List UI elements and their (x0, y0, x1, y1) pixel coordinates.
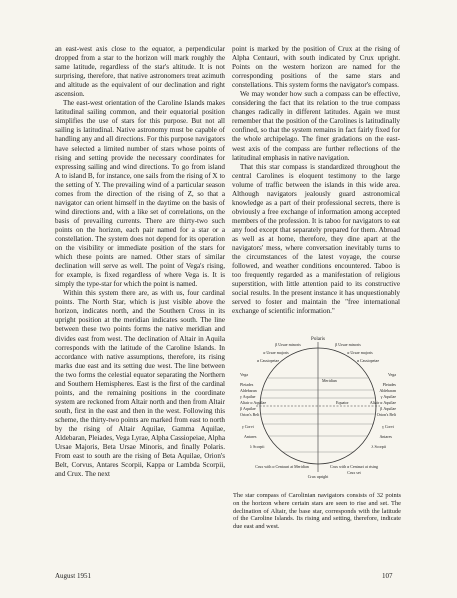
star-label: β Aquilae (240, 406, 256, 411)
star-label: Pleiades (240, 382, 254, 387)
star-label: γ Corvi (242, 424, 254, 429)
star-label: Aldebaran (240, 388, 257, 393)
footer-date: August 1951 (55, 572, 91, 580)
paragraph: We may wonder how such a compass can be effective, considering the fact that its relation to the true compass changes radically in different latitudes. Again we must remember that the position of the Carolines is latitudinally confined, so that the system remains in fact fairly fixed for the whole archipelago. The finer gradations on the east-west axis of the compass are further reflections of the latitudinal emphasis in native navigation. (232, 90, 400, 162)
crux-label: Crux with α Centauri at Meridian (255, 464, 309, 469)
star-label: α Ursae majoris (263, 350, 289, 355)
right-column (232, 45, 400, 316)
star-label: Orion's Belt (376, 412, 396, 417)
paragraph: Within this system there are, as with us, four cardinal points. The North Star, which is just visible above the horizon, indicates north, and the Southern Cross in its upright position at the meridian indicates south. The line between these two points forms the native meridian and divides east from west. The declination of Altair in Aquila corresponds with the latitude of the Caroline Islands. In accordance with native assumptions, therefore, its rising marks due east and its setting due west. The line between the two forms the celestial equator separating the Northern and Southern Hemispheres. East is the first of the cardinal points, and the remaining positions in the coordinate system are reckoned from Altair north and then from Altair south, first in the east and then in the west. Following this scheme, the thirty-two points are marked from east to north by the rising of Altair Aquilae, Gamma Aquilae, Aldebaran, Pleiades, Vega Lyrae, Alpha Cassiopeiae, Alpha Ursae Majoris, Beta Ursae Minoris, and finally Polaris. From east to south are the rising of Beta Aquilae, Orion's Belt, Corvus, Antares Scorpii, Kappa or Lambda Scorpii, and Crux. The next (55, 289, 226, 479)
paragraph: That this star compass is standardized throughout the central Carolines is eloquent testimony to the large volume of traffic between the islands in this wide area. Although navigators jealously guard astronomical knowledge as a part of their professional secrets, there is obviously a free exchange of information among accepted members of the profession. It is taboo for navigators to eat any food except that separately prepared for them. Abroad as well as at home, therefore, they dine apart at the navigators' mess, where conversation inevitably turns to the circumstances of the latest voyage, the course followed, and weather conditions encountered. Taboo is too frequently regarded as a manifestation of religious superstition, with little attention paid to its constructive social results. In the present instance it has unquestionably served to foster and maintain the "free international exchange of scientific information." (232, 162, 400, 316)
crux-label: Crux upright (307, 474, 329, 479)
star-label: Antares (379, 434, 392, 439)
star-label: α Cassiopeiae (356, 358, 380, 363)
star-label: γ Corvi (382, 424, 394, 429)
star-label: Pleiades (382, 382, 396, 387)
star-label: Vega (240, 372, 248, 377)
paragraph: an east-west axis close to the equator, a perpendicular dropped from a star to the horizon will mark roughly the same latitude, regardless of the star's altitude. It is not surprising, therefore, that native astronomers treat azimuth and altitude as the equivalent of our declination and right ascension. (55, 45, 225, 99)
star-label: γ Aquilae (240, 394, 256, 399)
star-label: β Aquilae (380, 406, 396, 411)
polaris-label: Polaris (311, 337, 325, 342)
star-label: Vega (388, 372, 396, 377)
paragraph: point is marked by the position of Crux at the rising of Alpha Centauri, with south indicated by Crux upright. Points on the western horizon are named for the corresponding positions of the same stars and constellations. This system forms the navigator's compass. (232, 45, 400, 90)
star-label: β Ursae minoris (335, 342, 361, 347)
star-label: Antares (244, 434, 257, 439)
star-label: β Ursae minoris (275, 342, 301, 347)
left-column (55, 45, 225, 479)
paragraph: The east-west orientation of the Caroline Islands makes latitudinal sailing common, and their equatorial position simplifies the use of stars for this purpose. But not all sailing is latitudinal. Native astronomy must be capable of handling any and all directions. For this purpose navigators have selected a limited number of stars whose points of rising and setting provide the necessary coordinates for expressing sailing and wind directions. To go from island A to island B, for instance, one sails from the rising of X to the setting of Y. The prevailing wind of a particular season comes from the direction of the rising of Z, so that a navigator can orient himself in the daytime on the basis of wind directions and, with a like set of correlations, on the basis of prevailing currents. There are thirty-two such points on the horizon, each pair named for a star or a constellation. The system does not depend for its operation on the visibility or immediate position of the stars for which these points are named. Other stars of similar declination will serve as well. The point of Vega's rising, for example, is fixed regardless of where Vega is. It is simply the type-star for which the point is named. (55, 99, 225, 289)
equator-label: Equator (336, 400, 349, 405)
star-label: Altair α Aquilae (369, 400, 396, 405)
star-label: Altair α Aquilae (240, 400, 267, 405)
star-compass-figure (238, 332, 398, 484)
crux-label: Crux set (347, 470, 361, 475)
star-compass-diagram (238, 332, 398, 484)
crux-label: Crux with α Centauri at rising (330, 464, 378, 469)
figure-caption: The star compass of Carolinian navigators consists of 32 points on the horizon where certain stars are seen to rise and set. The declination of Altair, the base star, corresponds with the latitude of the Caroline Islands. Its rising and setting, therefore, indicate due east and west. (233, 492, 401, 531)
star-label: λ Scorpii (371, 444, 386, 449)
star-label: γ Aquilae (380, 394, 396, 399)
star-label: Orion's Belt (240, 412, 260, 417)
star-label: λ Scorpii (250, 444, 265, 449)
page-number: 107 (382, 572, 393, 580)
meridian-label: Meridian (322, 378, 337, 383)
star-label: α Ursae majoris (347, 350, 373, 355)
star-label: α Cassiopeiae (256, 358, 280, 363)
star-label: Aldebaran (379, 388, 396, 393)
